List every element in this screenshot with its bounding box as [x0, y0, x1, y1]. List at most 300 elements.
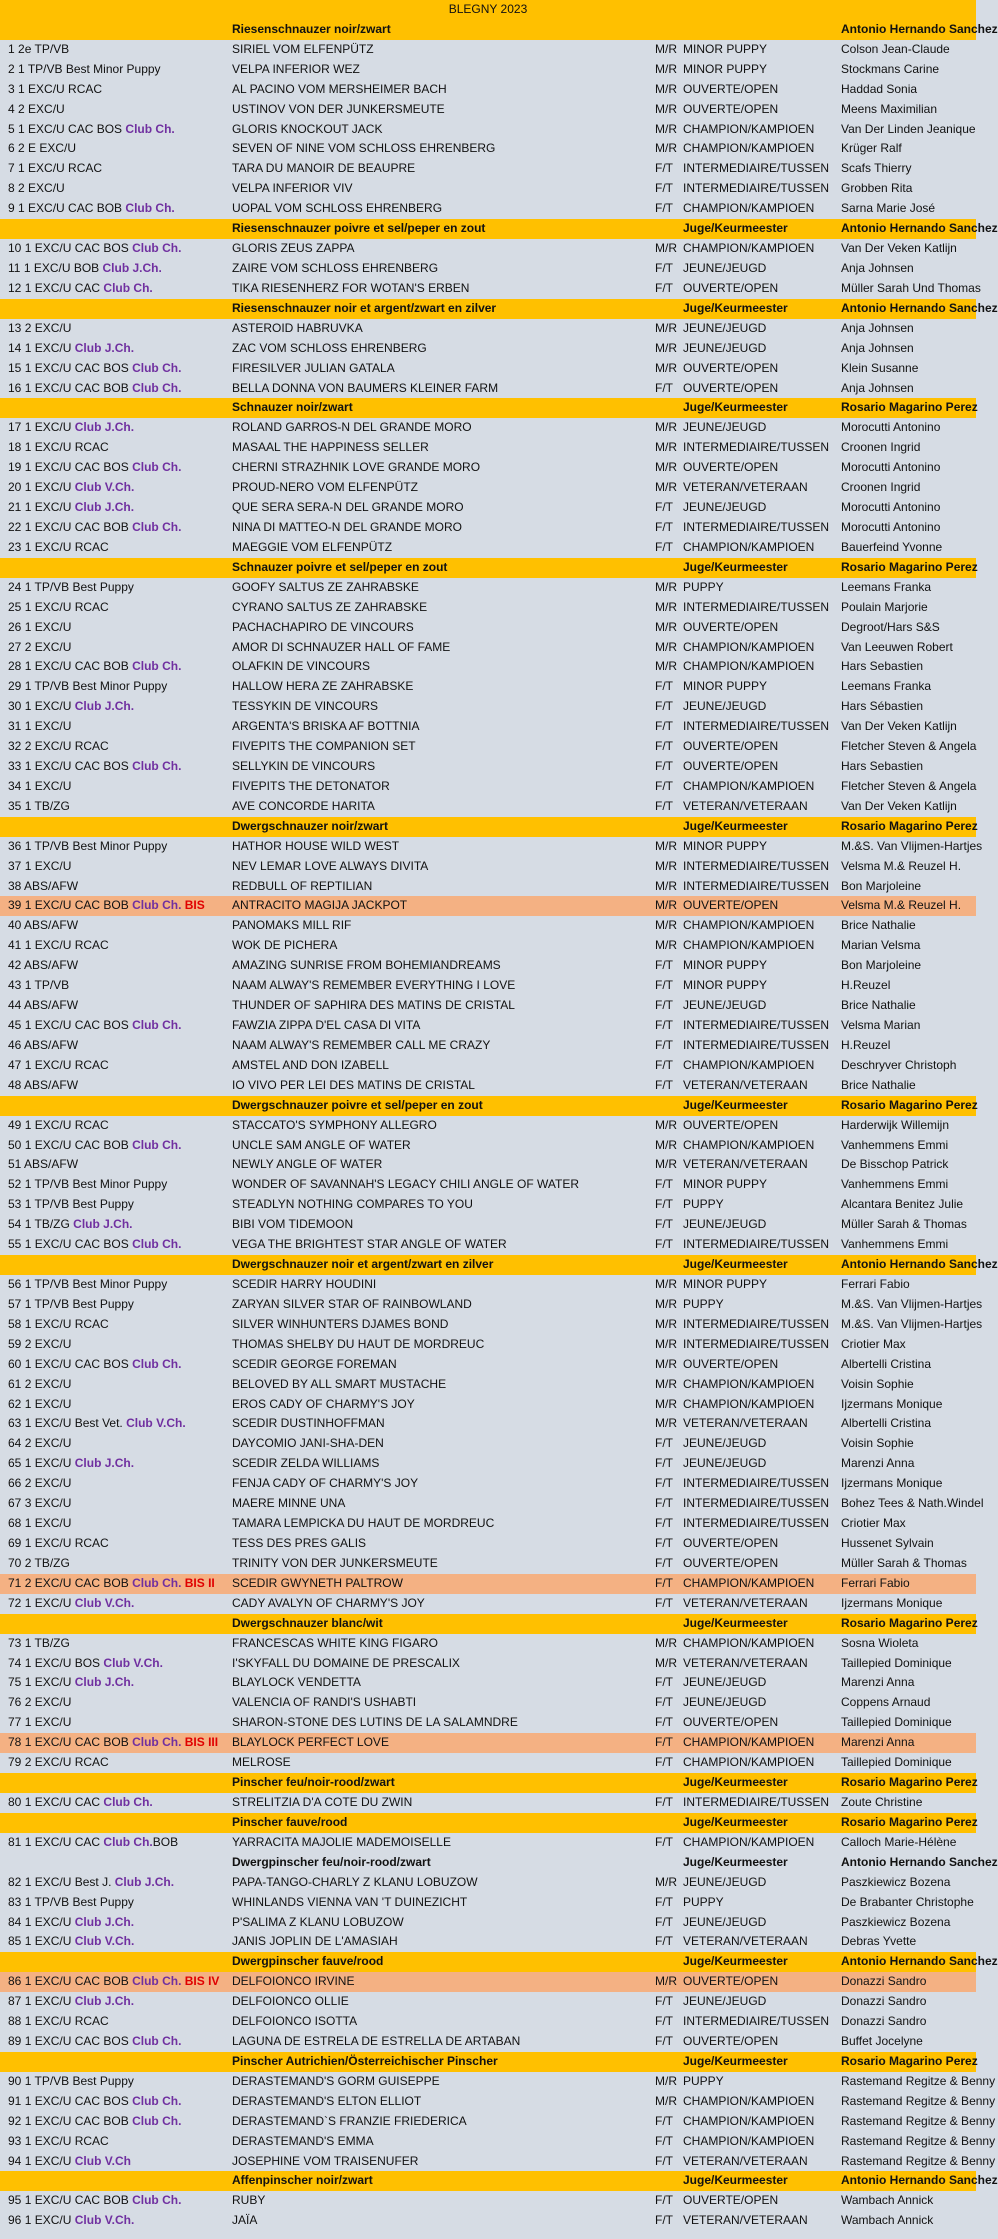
result-text: 1 EXC/U — [24, 1675, 72, 1690]
result-cell — [0, 777, 232, 797]
entry-number: 2 — [8, 61, 15, 76]
owner-cell: Vanhemmens Emmi — [841, 1237, 949, 1252]
judge-label: Juge/Keurmeester — [683, 1097, 788, 1112]
club-title: Club Ch. — [132, 1018, 182, 1033]
empty-cell — [637, 458, 655, 478]
sex-cell: F/T — [655, 1077, 673, 1092]
dog-name: AMSTEL AND DON IZABELL — [232, 1057, 389, 1072]
empty-cell — [637, 1932, 655, 1952]
empty-cell — [637, 1554, 655, 1574]
result-text: 1 EXC/U — [24, 1934, 72, 1949]
sex-cell: M/R — [655, 241, 677, 256]
entry-number: 77 — [8, 1715, 22, 1730]
class-cell: CHAMPION/KAMPIOEN — [683, 121, 815, 136]
empty-cell — [637, 1076, 655, 1096]
entry-row — [0, 578, 976, 598]
entry-number: 80 — [8, 1794, 22, 1809]
entry-row — [0, 837, 983, 857]
result-cell — [0, 916, 232, 936]
dog-name: WOK DE PICHERA — [232, 938, 338, 953]
entry-number: 54 — [8, 1217, 22, 1232]
owner-cell: Ijzermans Monique — [841, 1595, 943, 1610]
sex-cell: M/R — [655, 878, 677, 893]
result-text: 2 E EXC/U — [18, 141, 77, 156]
sex-cell: M/R — [655, 938, 677, 953]
result-text: 1 TP/VB Best Minor Puppy — [24, 1177, 168, 1192]
dog-name: JOSEPHINE VOM TRAISENUFER — [232, 2153, 419, 2168]
owner-cell: Wambach Annick — [841, 2193, 934, 2208]
sex-cell: F/T — [655, 2113, 673, 2128]
empty-cell — [637, 1713, 655, 1733]
result-text: 1 EXC/U — [24, 699, 72, 714]
result-text: 1 EXC/U CAC BOB — [18, 201, 123, 216]
entry-number: 45 — [8, 1018, 22, 1033]
class-cell: CHAMPION/KAMPIOEN — [683, 1834, 815, 1849]
owner-cell: Leemans Franka — [841, 579, 932, 594]
entry-number: 74 — [8, 1655, 22, 1670]
sex-cell: M/R — [655, 918, 677, 933]
judge-name: Rosario Magarino Perez — [841, 1097, 978, 1112]
result-text: ABS/AFW — [24, 1037, 79, 1052]
owner-cell: Bon Marjoleine — [841, 958, 922, 973]
result-cell — [0, 797, 232, 817]
empty-cell — [637, 1773, 655, 1793]
result-text: 2 EXC/U — [24, 1376, 72, 1391]
result-cell — [0, 857, 232, 877]
result-text: 2 EXC/U — [24, 320, 72, 335]
class-cell: JEUNE/JEUGD — [683, 340, 767, 355]
empty-cell — [655, 2171, 683, 2191]
sex-cell: F/T — [655, 1535, 673, 1550]
entry-number: 20 — [8, 480, 22, 495]
sex-cell: F/T — [655, 1834, 673, 1849]
result-text: ABS/AFW — [24, 958, 79, 973]
owner-cell: Croonen Ingrid — [841, 480, 921, 495]
entry-number: 95 — [8, 2193, 22, 2208]
entry-number: 43 — [8, 978, 22, 993]
class-cell: CHAMPION/KAMPIOEN — [683, 1635, 815, 1650]
owner-cell: Paszkiewicz Bozena — [841, 1914, 951, 1929]
dog-name: MELROSE — [232, 1755, 291, 1770]
empty-cell — [637, 2032, 655, 2052]
empty-cell — [637, 1654, 655, 1674]
judge-name: Rosario Magarino Perez — [841, 1615, 978, 1630]
class-cell: CHAMPION/KAMPIOEN — [683, 1396, 815, 1411]
result-cell — [0, 1634, 232, 1654]
club-title: Club Ch. — [132, 1137, 182, 1152]
result-cell — [0, 1136, 232, 1156]
result-cell — [0, 697, 232, 717]
sex-cell: F/T — [655, 1516, 673, 1531]
club-title: Club Ch. — [103, 1794, 153, 1809]
entry-row — [0, 857, 976, 877]
entry-row — [0, 438, 976, 458]
sex-cell: M/R — [655, 460, 677, 475]
result-text: 2 EXC/U — [24, 639, 72, 654]
entry-row — [0, 657, 976, 677]
class-cell: VETERAN/VETERAAN — [683, 1157, 808, 1172]
owner-cell: Alcantara Benitez Julie — [841, 1197, 964, 1212]
entry-number: 90 — [8, 2073, 22, 2088]
result-cell — [0, 1036, 232, 1056]
entry-number: 33 — [8, 759, 22, 774]
club-title: Club Ch. — [132, 2034, 182, 2049]
entry-number: 67 — [8, 1496, 22, 1511]
empty-cell — [637, 1036, 655, 1056]
result-text: 1 EXC/U RCAC — [18, 161, 103, 176]
result-text: 1 EXC/U CAC — [24, 1834, 101, 1849]
club-title: Club J.Ch. — [114, 1874, 175, 1889]
result-cell — [0, 717, 232, 737]
dog-name: DERASTEMAND'S GORM GUISEPPE — [232, 2073, 440, 2088]
dog-name: UOPAL VOM SCHLOSS EHRENBERG — [232, 201, 443, 216]
sex-cell: M/R — [655, 1296, 677, 1311]
entry-row — [0, 1155, 976, 1175]
class-cell: MINOR PUPPY — [683, 958, 768, 973]
owner-cell: Anja Johnsen — [841, 380, 914, 395]
empty-cell — [637, 40, 655, 60]
judge-name: Rosario Magarino Perez — [841, 818, 978, 833]
empty-cell — [637, 797, 655, 817]
owner-cell: Taillepied Dominique — [841, 1655, 952, 1670]
result-cell — [0, 2092, 232, 2112]
class-cell: CHAMPION/KAMPIOEN — [683, 659, 815, 674]
entry-row — [0, 1395, 976, 1415]
empty-cell — [637, 817, 655, 837]
empty-cell — [655, 1773, 683, 1793]
empty-cell — [0, 817, 232, 837]
sex-cell: F/T — [655, 181, 673, 196]
entry-row — [0, 1913, 976, 1933]
empty-cell — [637, 20, 655, 40]
result-cell — [0, 976, 232, 996]
breed-header-row — [0, 20, 998, 40]
entry-row — [0, 1016, 976, 1036]
class-cell: CHAMPION/KAMPIOEN — [683, 1575, 815, 1590]
club-title: Club Ch. — [132, 360, 182, 375]
dog-name: WHINLANDS VIENNA VAN 'T DUINEZICHT — [232, 1894, 468, 1909]
result-text: 1 EXC/U Best Vet. — [24, 1416, 123, 1431]
judge-label: Juge/Keurmeester — [683, 559, 788, 574]
class-cell: INTERMEDIAIRE/TUSSEN — [683, 1516, 830, 1531]
result-cell — [0, 1076, 232, 1096]
dog-name: ARGENTA'S BRISKA AF BOTTNIA — [232, 719, 420, 734]
dog-name: AVE CONCORDE HARITA — [232, 798, 375, 813]
dog-name: DERASTEMAND'S EMMA — [232, 2133, 374, 2148]
club-title: Club Ch. — [132, 241, 182, 256]
class-cell: OUVERTE/OPEN — [683, 2193, 779, 2208]
sex-cell: M/R — [655, 2073, 677, 2088]
class-cell: PUPPY — [683, 1894, 724, 1909]
dog-name: VELPA INFERIOR VIV — [232, 181, 353, 196]
empty-cell — [637, 239, 655, 259]
result-text: 1 TP/VB — [24, 978, 70, 993]
bis-award: BIS II — [184, 1575, 215, 1590]
class-cell: OUVERTE/OPEN — [683, 2034, 779, 2049]
sex-cell: F/T — [655, 958, 673, 973]
entry-number: 38 — [8, 878, 22, 893]
club-title: Club Ch. — [132, 1735, 182, 1750]
result-text: 1 EXC/U RCAC — [24, 2014, 109, 2029]
entry-row — [0, 179, 976, 199]
judge-label: Juge/Keurmeester — [683, 1615, 788, 1630]
dog-name: FIRESILVER JULIAN GATALA — [232, 360, 395, 375]
club-title: Club J.Ch. — [102, 260, 162, 275]
sex-cell: M/R — [655, 320, 677, 335]
owner-cell: Marian Velsma — [841, 938, 921, 953]
entry-row — [0, 996, 976, 1016]
result-cell — [0, 179, 232, 199]
result-text: 1 EXC/U CAC BOS — [24, 2034, 129, 2049]
class-cell: OUVERTE/OPEN — [683, 1974, 779, 1989]
empty-cell — [637, 319, 655, 339]
result-text: 1 EXC/U RCAC — [24, 599, 109, 614]
bis-entry-row — [0, 1733, 976, 1753]
dog-name: AL PACINO VOM MERSHEIMER BACH — [232, 81, 447, 96]
sex-cell: F/T — [655, 1894, 673, 1909]
dog-name: GLORIS KNOCKOUT JACK — [232, 121, 383, 136]
entry-number: 1 — [8, 41, 15, 56]
club-title: Club Ch. — [132, 1356, 182, 1371]
dog-name: NAAM ALWAY'S REMEMBER EVERYTHING I LOVE — [232, 978, 516, 993]
result-text: 1 EXC/U CAC BOB — [24, 2113, 129, 2128]
result-text: 1 EXC/U RCAC — [24, 1117, 109, 1132]
dog-name: PROUD-NERO VOM ELFENPÜTZ — [232, 480, 419, 495]
class-cell: OUVERTE/OPEN — [683, 380, 779, 395]
result-cell — [0, 1972, 232, 1992]
class-cell: CHAMPION/KAMPIOEN — [683, 918, 815, 933]
empty-cell — [637, 657, 655, 677]
result-text: 1 EXC/U CAC BOB — [24, 1735, 129, 1750]
empty-cell — [0, 1096, 232, 1116]
sex-cell: F/T — [655, 1715, 673, 1730]
bis-award: BIS III — [184, 1735, 219, 1750]
dog-name: THUNDER OF SAPHIRA DES MATINS DE CRISTAL — [232, 998, 515, 1013]
entry-number: 30 — [8, 699, 22, 714]
dog-name: ZAC VOM SCHLOSS EHRENBERG — [232, 340, 427, 355]
club-title: Club V.Ch. — [74, 1595, 135, 1610]
result-cell — [0, 1654, 232, 1674]
empty-cell — [637, 359, 655, 379]
sex-cell: F/T — [655, 1755, 673, 1770]
sex-cell: M/R — [655, 1974, 677, 1989]
entry-number: 60 — [8, 1356, 22, 1371]
owner-cell: Velsma M.& Reuzel H. — [841, 858, 962, 873]
empty-cell — [637, 1275, 655, 1295]
owner-cell: Van Der Veken Katlijn — [841, 719, 957, 734]
sex-cell: F/T — [655, 201, 673, 216]
owner-cell: Harderwijk Willemijn — [841, 1117, 950, 1132]
entry-row — [0, 1136, 976, 1156]
class-cell: OUVERTE/OPEN — [683, 460, 779, 475]
class-cell: INTERMEDIAIRE/TUSSEN — [683, 181, 830, 196]
entry-row — [0, 1514, 976, 1534]
result-cell — [0, 618, 232, 638]
entry-row — [0, 538, 976, 558]
result-cell — [0, 239, 232, 259]
club-title: Club V.Ch. — [74, 2213, 135, 2228]
owner-cell: Rastemand Regitze & Benny — [841, 2133, 996, 2148]
result-cell — [0, 1913, 232, 1933]
empty-cell — [637, 438, 655, 458]
empty-cell — [637, 1793, 655, 1813]
club-title: Club V.Ch. — [74, 480, 135, 495]
dog-name: REDBULL OF REPTILIAN — [232, 878, 373, 893]
result-cell — [0, 498, 232, 518]
result-cell — [0, 60, 232, 80]
result-cell — [0, 1534, 232, 1554]
entry-row — [0, 1594, 976, 1614]
judge-name: Rosario Magarino Perez — [841, 400, 978, 415]
result-cell — [0, 538, 232, 558]
entry-row — [0, 1434, 976, 1454]
empty-cell — [637, 299, 655, 319]
sex-cell: F/T — [655, 1057, 673, 1072]
owner-cell: Albertelli Cristina — [841, 1356, 932, 1371]
entry-number: 49 — [8, 1117, 22, 1132]
result-cell — [0, 1215, 232, 1235]
club-title: Club J.Ch. — [74, 340, 135, 355]
entry-row — [0, 239, 976, 259]
entry-number: 10 — [8, 241, 22, 256]
entry-number: 68 — [8, 1516, 22, 1531]
dog-name: TIKA RIESENHERZ FOR WOTAN'S ERBEN — [232, 280, 470, 295]
entry-number: 86 — [8, 1974, 22, 1989]
entry-row — [0, 677, 976, 697]
entry-number: 91 — [8, 2093, 22, 2108]
dog-name: CYRANO SALTUS ZE ZAHRABSKE — [232, 599, 428, 614]
class-cell: INTERMEDIAIRE/TUSSEN — [683, 1496, 830, 1511]
dog-name: VEGA THE BRIGHTEST STAR ANGLE OF WATER — [232, 1237, 507, 1252]
result-cell — [0, 2012, 232, 2032]
result-text: 1 EXC/U CAC BOS — [24, 241, 129, 256]
entry-row — [0, 359, 976, 379]
owner-cell: Sosna Wioleta — [841, 1635, 919, 1650]
class-cell: OUVERTE/OPEN — [683, 739, 779, 754]
sex-cell: F/T — [655, 1794, 673, 1809]
result-cell — [0, 199, 232, 219]
empty-cell — [0, 2171, 232, 2191]
empty-cell — [0, 219, 232, 239]
entry-number: 36 — [8, 838, 22, 853]
result-text: 1 EXC/U — [24, 2213, 72, 2228]
entry-row — [0, 319, 976, 339]
empty-cell — [637, 1893, 655, 1913]
owner-cell: De Brabanter Christophe — [841, 1894, 974, 1909]
entry-number: 96 — [8, 2213, 22, 2228]
class-cell: OUVERTE/OPEN — [683, 1356, 779, 1371]
class-cell: OUVERTE/OPEN — [683, 101, 779, 116]
sex-cell: F/T — [655, 1735, 673, 1750]
result-cell — [0, 418, 232, 438]
empty-cell — [637, 2072, 655, 2092]
sex-cell: F/T — [655, 1456, 673, 1471]
owner-cell: H.Reuzel — [841, 1037, 891, 1052]
result-text: ABS/AFW — [24, 1077, 79, 1092]
empty-cell — [637, 777, 655, 797]
result-text: 1 EXC/U CAC BOB — [24, 898, 129, 913]
entry-row — [0, 1693, 976, 1713]
empty-cell — [0, 1813, 232, 1833]
empty-cell — [637, 2132, 655, 2152]
dog-name: HATHOR HOUSE WILD WEST — [232, 838, 400, 853]
owner-cell: Marenzi Anna — [841, 1675, 915, 1690]
result-cell — [0, 896, 232, 916]
result-text: 2 EXC/U — [18, 101, 65, 116]
class-cell: CHAMPION/KAMPIOEN — [683, 1735, 815, 1750]
sex-cell: M/R — [655, 599, 677, 614]
judge-label: Juge/Keurmeester — [683, 1257, 788, 1272]
result-text: ABS/AFW — [24, 878, 79, 893]
result-cell — [0, 1514, 232, 1534]
class-cell: OUVERTE/OPEN — [683, 280, 779, 295]
entry-row — [0, 956, 976, 976]
owner-cell: Poulain Marjorie — [841, 599, 928, 614]
entry-number: 22 — [8, 519, 22, 534]
result-text: 1 EXC/U CAC BOS — [18, 121, 123, 136]
empty-cell — [637, 1614, 655, 1634]
owner-cell: Voisin Sophie — [841, 1436, 914, 1451]
club-title: Club V.Ch. — [74, 1934, 135, 1949]
entry-row — [0, 1753, 976, 1773]
empty-cell — [637, 837, 655, 857]
empty-cell — [637, 1235, 655, 1255]
class-cell: JEUNE/JEUGD — [683, 1994, 767, 2009]
owner-cell: Taillepied Dominique — [841, 1715, 952, 1730]
sex-cell: M/R — [655, 639, 677, 654]
judge-name: Rosario Magarino Perez — [841, 1775, 978, 1790]
owner-cell: Anja Johnsen — [841, 340, 914, 355]
dog-name: SCEDIR DUSTINHOFFMAN — [232, 1416, 385, 1431]
sex-cell: M/R — [655, 1396, 677, 1411]
sex-cell: F/T — [655, 1177, 673, 1192]
entry-number: 61 — [8, 1376, 22, 1391]
result-cell — [0, 1434, 232, 1454]
owner-cell: Rastemand Regitze & Benny — [841, 2113, 996, 2128]
result-cell — [0, 1454, 232, 1474]
dog-name: DAYCOMIO JANI-SHA-DEN — [232, 1436, 384, 1451]
judge-label: Juge/Keurmeester — [683, 400, 788, 415]
result-text: 1 EXC/U — [24, 340, 72, 355]
empty-cell — [637, 498, 655, 518]
entry-row — [0, 777, 976, 797]
sex-cell: F/T — [655, 1555, 673, 1570]
sex-cell: F/T — [655, 1695, 673, 1710]
dog-name: NAAM ALWAY'S REMEMBER CALL ME CRAZY — [232, 1037, 491, 1052]
class-cell: OUVERTE/OPEN — [683, 1715, 779, 1730]
empty-cell — [655, 1096, 683, 1116]
sex-cell: F/T — [655, 1994, 673, 2009]
empty-cell — [637, 1813, 655, 1833]
sex-cell: M/R — [655, 1157, 677, 1172]
result-text: 1 EXC/U — [24, 1396, 72, 1411]
entry-number: 52 — [8, 1177, 22, 1192]
result-text: 1 TP/VB Best Minor Puppy — [24, 838, 168, 853]
entry-row — [0, 797, 976, 817]
class-cell: MINOR PUPPY — [683, 1177, 768, 1192]
club-title: Club J.Ch. — [74, 420, 135, 435]
result-text: 2 EXC/U — [18, 181, 65, 196]
owner-cell: Morocutti Antonino — [841, 500, 941, 515]
breed-header-row — [0, 1096, 976, 1116]
empty-cell — [637, 697, 655, 717]
class-cell: JEUNE/JEUGD — [683, 420, 767, 435]
empty-cell — [637, 1972, 655, 1992]
sex-cell: F/T — [655, 1476, 673, 1491]
result-text: 1 TB/ZG — [24, 1635, 70, 1650]
result-cell — [0, 319, 232, 339]
owner-cell: Donazzi Sandro — [841, 1974, 927, 1989]
